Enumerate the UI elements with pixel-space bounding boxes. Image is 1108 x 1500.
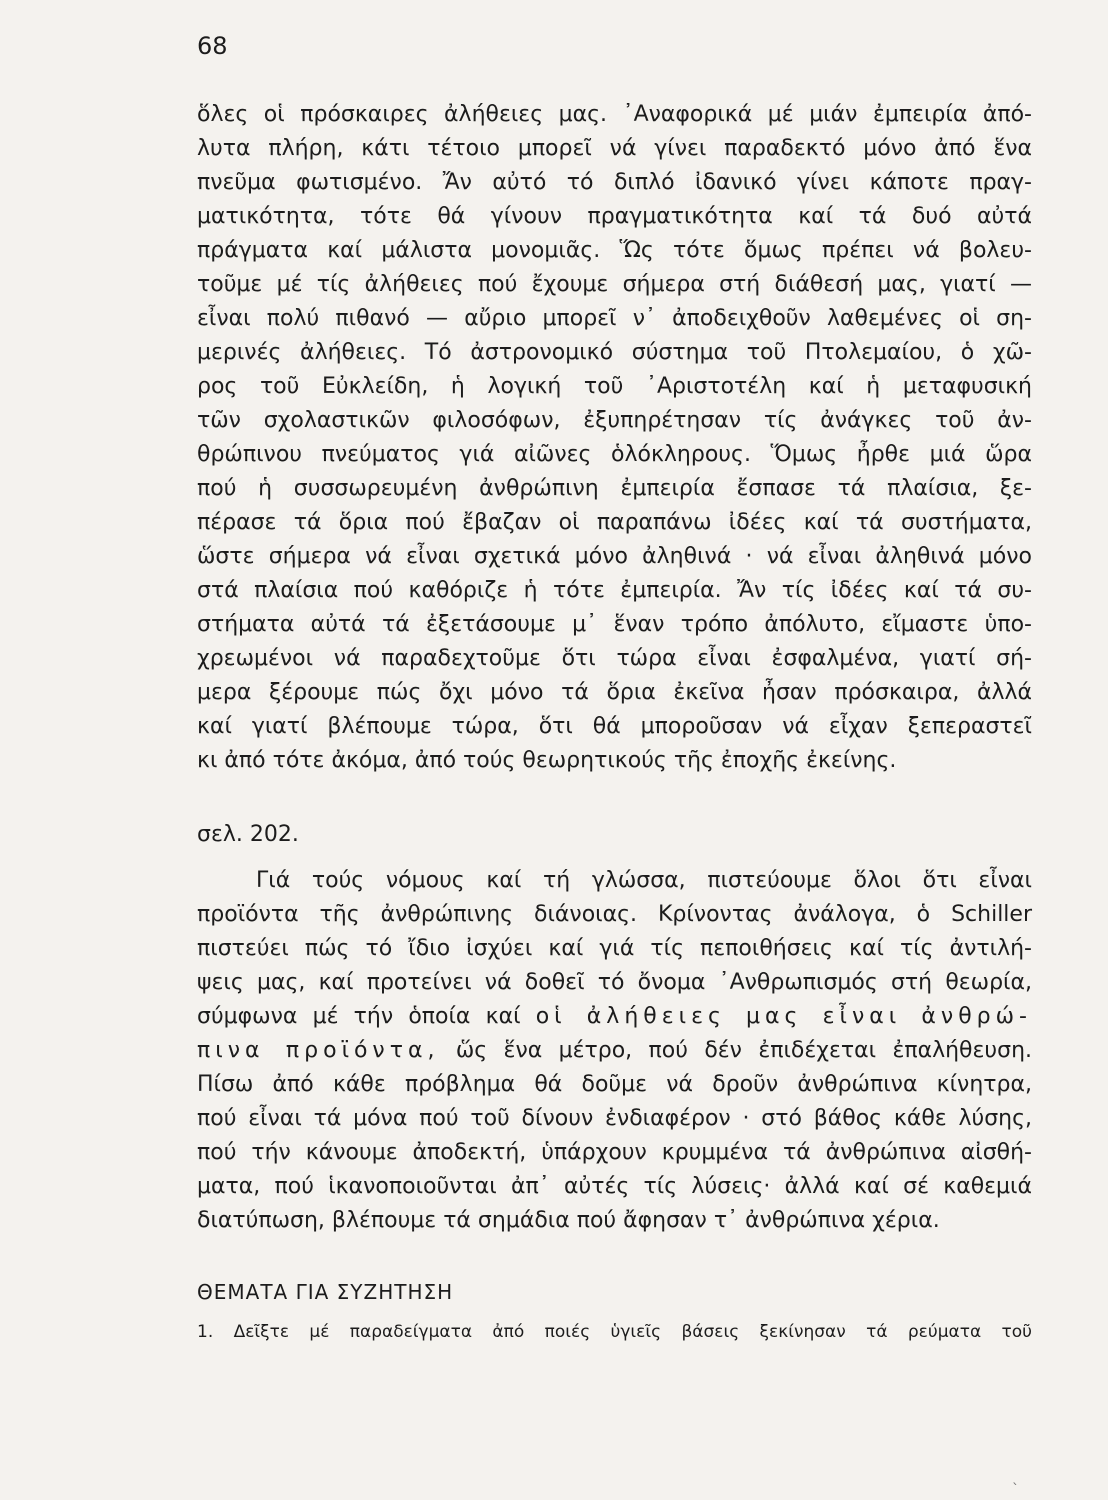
text-line: τῶν σχολαστικῶν φιλοσόφων, ἐξυπηρέτησαν τίς ἀνάγκες τοῦ ἀν- bbox=[197, 408, 1032, 433]
text-line: θρώπινου πνεύματος γιά αἰῶνες ὁλόκληρους. Ὅμως ἦρθε μιά ὥρα bbox=[197, 442, 1032, 467]
text-segment: σύμφωνα μέ τήν ὁποία καί bbox=[197, 1004, 536, 1029]
text-line: στήματα αὐτά τά ἐξετάσουμε μ᾿ ἕναν τρόπο ἀπόλυτο, εἴμαστε ὑπο- bbox=[197, 612, 1032, 637]
text-line: πνεῦμα φωτισμένο. Ἄν αὐτό τό διπλό ἰδανικό γίνει κάποτε πραγ- bbox=[197, 170, 1032, 195]
discussion-question: 1. Δεῖξτε μέ παραδείγματα ἀπό ποιές ὑγιεῖς βάσεις ξεκίνησαν τά ρεύματα τοῦ bbox=[197, 1322, 1032, 1342]
text-line: πέρασε τά ὅρια πού ἔβαζαν οἱ παραπάνω ἰδέες καί τά συστήματα, bbox=[197, 510, 1032, 535]
text-line: πιστεύει πώς τό ἴδιο ἰσχύει καί γιά τίς πεποιθήσεις καί τίς ἀντιλή- bbox=[197, 936, 1032, 961]
text-segment: ὥς ἕνα μέτρο, πού δέν ἐπιδέχεται ἐπαλήθευση. bbox=[439, 1038, 1033, 1063]
text-line: ματικότητα, τότε θά γίνουν πραγματικότητα καί τά δυό αὐτά bbox=[197, 204, 1032, 229]
text-line: στά πλαίσια πού καθόριζε ἡ τότε ἐμπειρία. Ἄν τίς ἰδέες καί τά συ- bbox=[197, 578, 1032, 603]
text-line: ὥστε σήμερα νά εἶναι σχετικά μόνο ἀληθινά · νά εἶναι ἀληθινά μόνο bbox=[197, 544, 1032, 569]
section-heading: ΘΕΜΑΤΑ ΓΙΑ ΣΥΖΗΤΗΣΗ bbox=[197, 1280, 454, 1304]
text-line: εἶναι πολύ πιθανό — αὔριο μπορεῖ ν᾿ ἀποδειχθοῦν λαθεμένες οἱ ση- bbox=[197, 306, 1032, 331]
text-line: ὅλες οἱ πρόσκαιρες ἀλήθειες μας. ᾿Αναφορικά μέ μιάν ἐμπειρία ἀπό- bbox=[197, 102, 1032, 127]
text-line: ψεις μας, καί προτείνει νά δοθεῖ τό ὄνομα ᾿Ανθρωπισμός στή θεωρία, bbox=[197, 970, 1032, 995]
corner-mark: ` bbox=[1012, 1482, 1019, 1498]
page-reference: σελ. 202. bbox=[197, 822, 299, 847]
text-line: ματα, πού ἱκανοποιοῦνται ἀπ᾿ αὐτές τίς λύσεις· ἀλλά καί σέ καθεμιά bbox=[197, 1174, 1032, 1199]
text-line: προϊόντα τῆς ἀνθρώπινης διάνοιας. Κρίνοντας ἀνάλογα, ὁ Schiller bbox=[197, 902, 1032, 927]
text-line: ρος τοῦ Εὐκλείδη, ἡ λογική τοῦ ᾿Αριστοτέλη καί ἡ μεταφυσική bbox=[197, 374, 1032, 399]
spaced-emphasis: πινα προϊόντα, bbox=[197, 1038, 440, 1063]
text-line: πράγματα καί μάλιστα μονομιᾶς. Ὥς τότε ὅμως πρέπει νά βολευ- bbox=[197, 238, 1032, 263]
spaced-emphasis: οἱ ἀλήθειες μας εἶναι ἀνθρώ- bbox=[535, 1004, 1032, 1029]
text-line: πού εἶναι τά μόνα πού τοῦ δίνουν ἐνδιαφέρον · στό βάθος κάθε λύσης, bbox=[197, 1106, 1032, 1131]
text-line: καί γιατί βλέπουμε τώρα, ὅτι θά μποροῦσαν νά εἶχαν ξεπεραστεῖ bbox=[197, 714, 1032, 739]
text-line: λυτα πλήρη, κάτι τέτοιο μπορεῖ νά γίνει παραδεκτό μόνο ἀπό ἕνα bbox=[197, 136, 1032, 161]
page-number: 68 bbox=[197, 32, 228, 60]
text-line bbox=[197, 1000, 1032, 1034]
text-line: Πίσω ἀπό κάθε πρόβλημα θά δοῦμε νά δροῦν ἀνθρώπινα κίνητρα, bbox=[197, 1072, 1032, 1097]
text-line: κι ἀπό τότε ἀκόμα, ἀπό τούς θεωρητικούς τῆς ἐποχῆς ἐκείνης. bbox=[197, 748, 897, 773]
text-line: πού τήν κάνουμε ἀποδεκτή, ὑπάρχουν κρυμμένα τά ἀνθρώπινα αἰσθή- bbox=[197, 1140, 1032, 1165]
text-line: χρεωμένοι νά παραδεχτοῦμε ὅτι τώρα εἶναι ἐσφαλμένα, γιατί σή- bbox=[197, 646, 1032, 671]
text-line: διατύπωση, βλέπουμε τά σημάδια πού ἄφησαν τ᾿ ἀνθρώπινα χέρια. bbox=[197, 1208, 940, 1233]
text-line: μερα ξέρουμε πώς ὄχι μόνο τά ὅρια ἐκεῖνα ἦσαν πρόσκαιρα, ἀλλά bbox=[197, 680, 1032, 705]
text-line bbox=[197, 1034, 1032, 1068]
text-line: πού ἡ συσσωρευμένη ἀνθρώπινη ἐμπειρία ἔσπασε τά πλαίσια, ξε- bbox=[197, 476, 1032, 501]
text-line: Γιά τούς νόμους καί τή γλώσσα, πιστεύουμε ὅλοι ὅτι εἶναι bbox=[256, 868, 1032, 893]
text-line: μερινές ἀλήθειες. Τό ἀστρονομικό σύστημα τοῦ Πτολεμαίου, ὁ χῶ- bbox=[197, 340, 1032, 365]
text-line: τοῦμε μέ τίς ἀλήθειες πού ἔχουμε σήμερα στή διάθεσή μας, γιατί — bbox=[197, 272, 1032, 297]
